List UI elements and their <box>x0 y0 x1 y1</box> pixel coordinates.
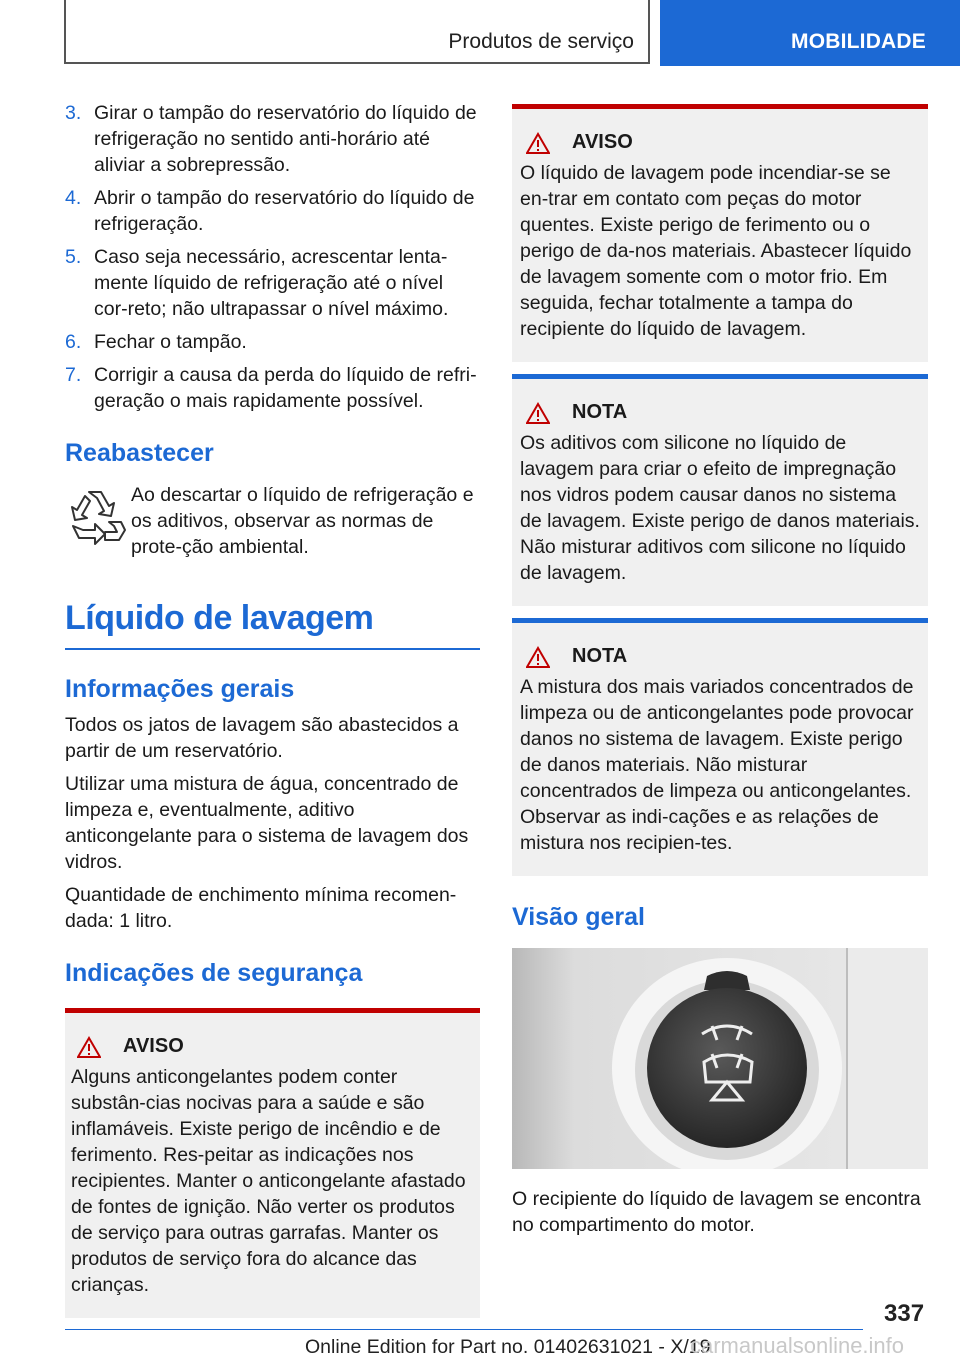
environment-text: Ao descartar o líquido de refrigeração e os aditivos, observar as normas de prote-ção ambiental. <box>131 484 474 558</box>
general-info-heading: Informações gerais <box>65 675 295 703</box>
photo-caption: O recipiente do líquido de lavagem se encontra no compartimento do motor. <box>512 1188 921 1236</box>
warning-triangle-icon <box>526 402 550 424</box>
step-text: Girar o tampão do reservatório do líquido de refrigeração no sentido anti-horário até aliviar a sobrepressão. <box>94 102 477 176</box>
washer-fluid-title: Líquido de lavagem <box>65 598 480 650</box>
note-text: Os aditivos com silicone no líquido de lavagem para criar o efeito de impregnação nos vidros podem causar danos no sistema de lavagem. Existe perigo de danos materiais. Não misturar aditivos com silicone no líquido de lavagem. <box>520 432 920 584</box>
warning-triangle-icon <box>77 1036 101 1058</box>
note-label: NOTA <box>572 401 628 423</box>
right-column <box>512 104 928 1245</box>
step-item <box>65 362 480 414</box>
section-tab <box>64 0 650 64</box>
recycle-icon <box>65 484 131 546</box>
page-number: 337 <box>884 1300 925 1327</box>
note-text: A mistura dos mais variados concentrados de limpeza ou de anticongelantes pode provocar danos no sistema de lavagem. Existe perigo de danos materiais. Não misturar concentrados de limpeza ou anticongelantes. Observar as indi-cações e as relações de mistura nos recipien-tes. <box>520 676 914 854</box>
warning-title <box>520 131 920 154</box>
refuel-heading: Reabastecer <box>65 439 214 467</box>
safety-heading: Indicações de segurança <box>65 959 363 987</box>
step-number: 3. <box>65 102 82 124</box>
warning-triangle-icon <box>526 132 550 154</box>
step-number: 4. <box>65 187 82 209</box>
edition-note: Online Edition for Part no. 01402631021 - X/19 <box>305 1336 711 1358</box>
chapter-tab <box>660 0 960 66</box>
washer-reservoir-photo <box>512 948 928 1169</box>
step-number: 7. <box>65 364 82 386</box>
step-item <box>65 329 480 355</box>
note-box <box>512 618 928 876</box>
paragraph: Utilizar uma mistura de água, concentrado de limpeza e, eventualmente, aditivo anticongelante para o sistema de lavagem dos vidros. <box>65 773 469 873</box>
section-title: Produtos de serviço <box>448 30 634 53</box>
step-text: Fechar o tampão. <box>94 331 247 353</box>
paragraph: Todos os jatos de lavagem são abastecidos a partir de um reservatório. <box>65 714 459 762</box>
step-item <box>65 100 480 178</box>
left-column <box>65 100 480 1318</box>
environment-note <box>65 482 480 560</box>
step-text: Abrir o tampão do reservatório do líquido de refrigeração. <box>94 187 475 235</box>
chapter-title: MOBILIDADE <box>791 30 926 53</box>
warning-triangle-icon <box>526 646 550 668</box>
footer-divider <box>65 1329 863 1330</box>
step-number: 5. <box>65 246 82 268</box>
paragraph: Quantidade de enchimento mínima recomen-dada: 1 litro. <box>65 884 457 932</box>
warning-label: AVISO <box>123 1035 184 1057</box>
note-title <box>520 401 920 424</box>
watermark: carmanualsonline.info <box>690 1333 905 1358</box>
warning-title <box>71 1035 472 1058</box>
step-item <box>65 244 480 322</box>
warning-text: Alguns anticongelantes podem conter substân-cias nocivas para a saúde e são inflamáveis. Existe perigo de incêndio e de ferimento. Res-peitar as indicações nos recipientes. Manter o anticongelante afastado de fontes de ignição. Não verter os produtos de serviço para outras garrafas. Manter os produtos de serviço fora do alcance das crianças. <box>71 1066 466 1296</box>
note-title <box>520 645 920 668</box>
overview-heading: Visão geral <box>512 903 645 931</box>
step-text: Corrigir a causa da perda do líquido de refri-geração o mais rapidamente possível. <box>94 364 477 412</box>
warning-box <box>512 104 928 362</box>
warning-label: AVISO <box>572 131 633 153</box>
note-label: NOTA <box>572 645 628 667</box>
step-number: 6. <box>65 331 82 353</box>
page-header <box>0 0 960 66</box>
warning-box <box>65 1008 480 1318</box>
step-item <box>65 185 480 237</box>
step-text: Caso seja necessário, acrescentar lenta-mente líquido de refrigeração até o nível cor-reto; não ultrapassar o nível máximo. <box>94 246 449 320</box>
warning-text: O líquido de lavagem pode incendiar-se se en-trar em contato com peças do motor quentes. Existe perigo de ferimento ou o perigo de da-nos materiais. Abastecer líquido de lavagem somente com o motor frio. Em seguida, fechar totalmente a tampa do recipiente do líquido de lavagem. <box>520 162 912 340</box>
note-box <box>512 374 928 606</box>
